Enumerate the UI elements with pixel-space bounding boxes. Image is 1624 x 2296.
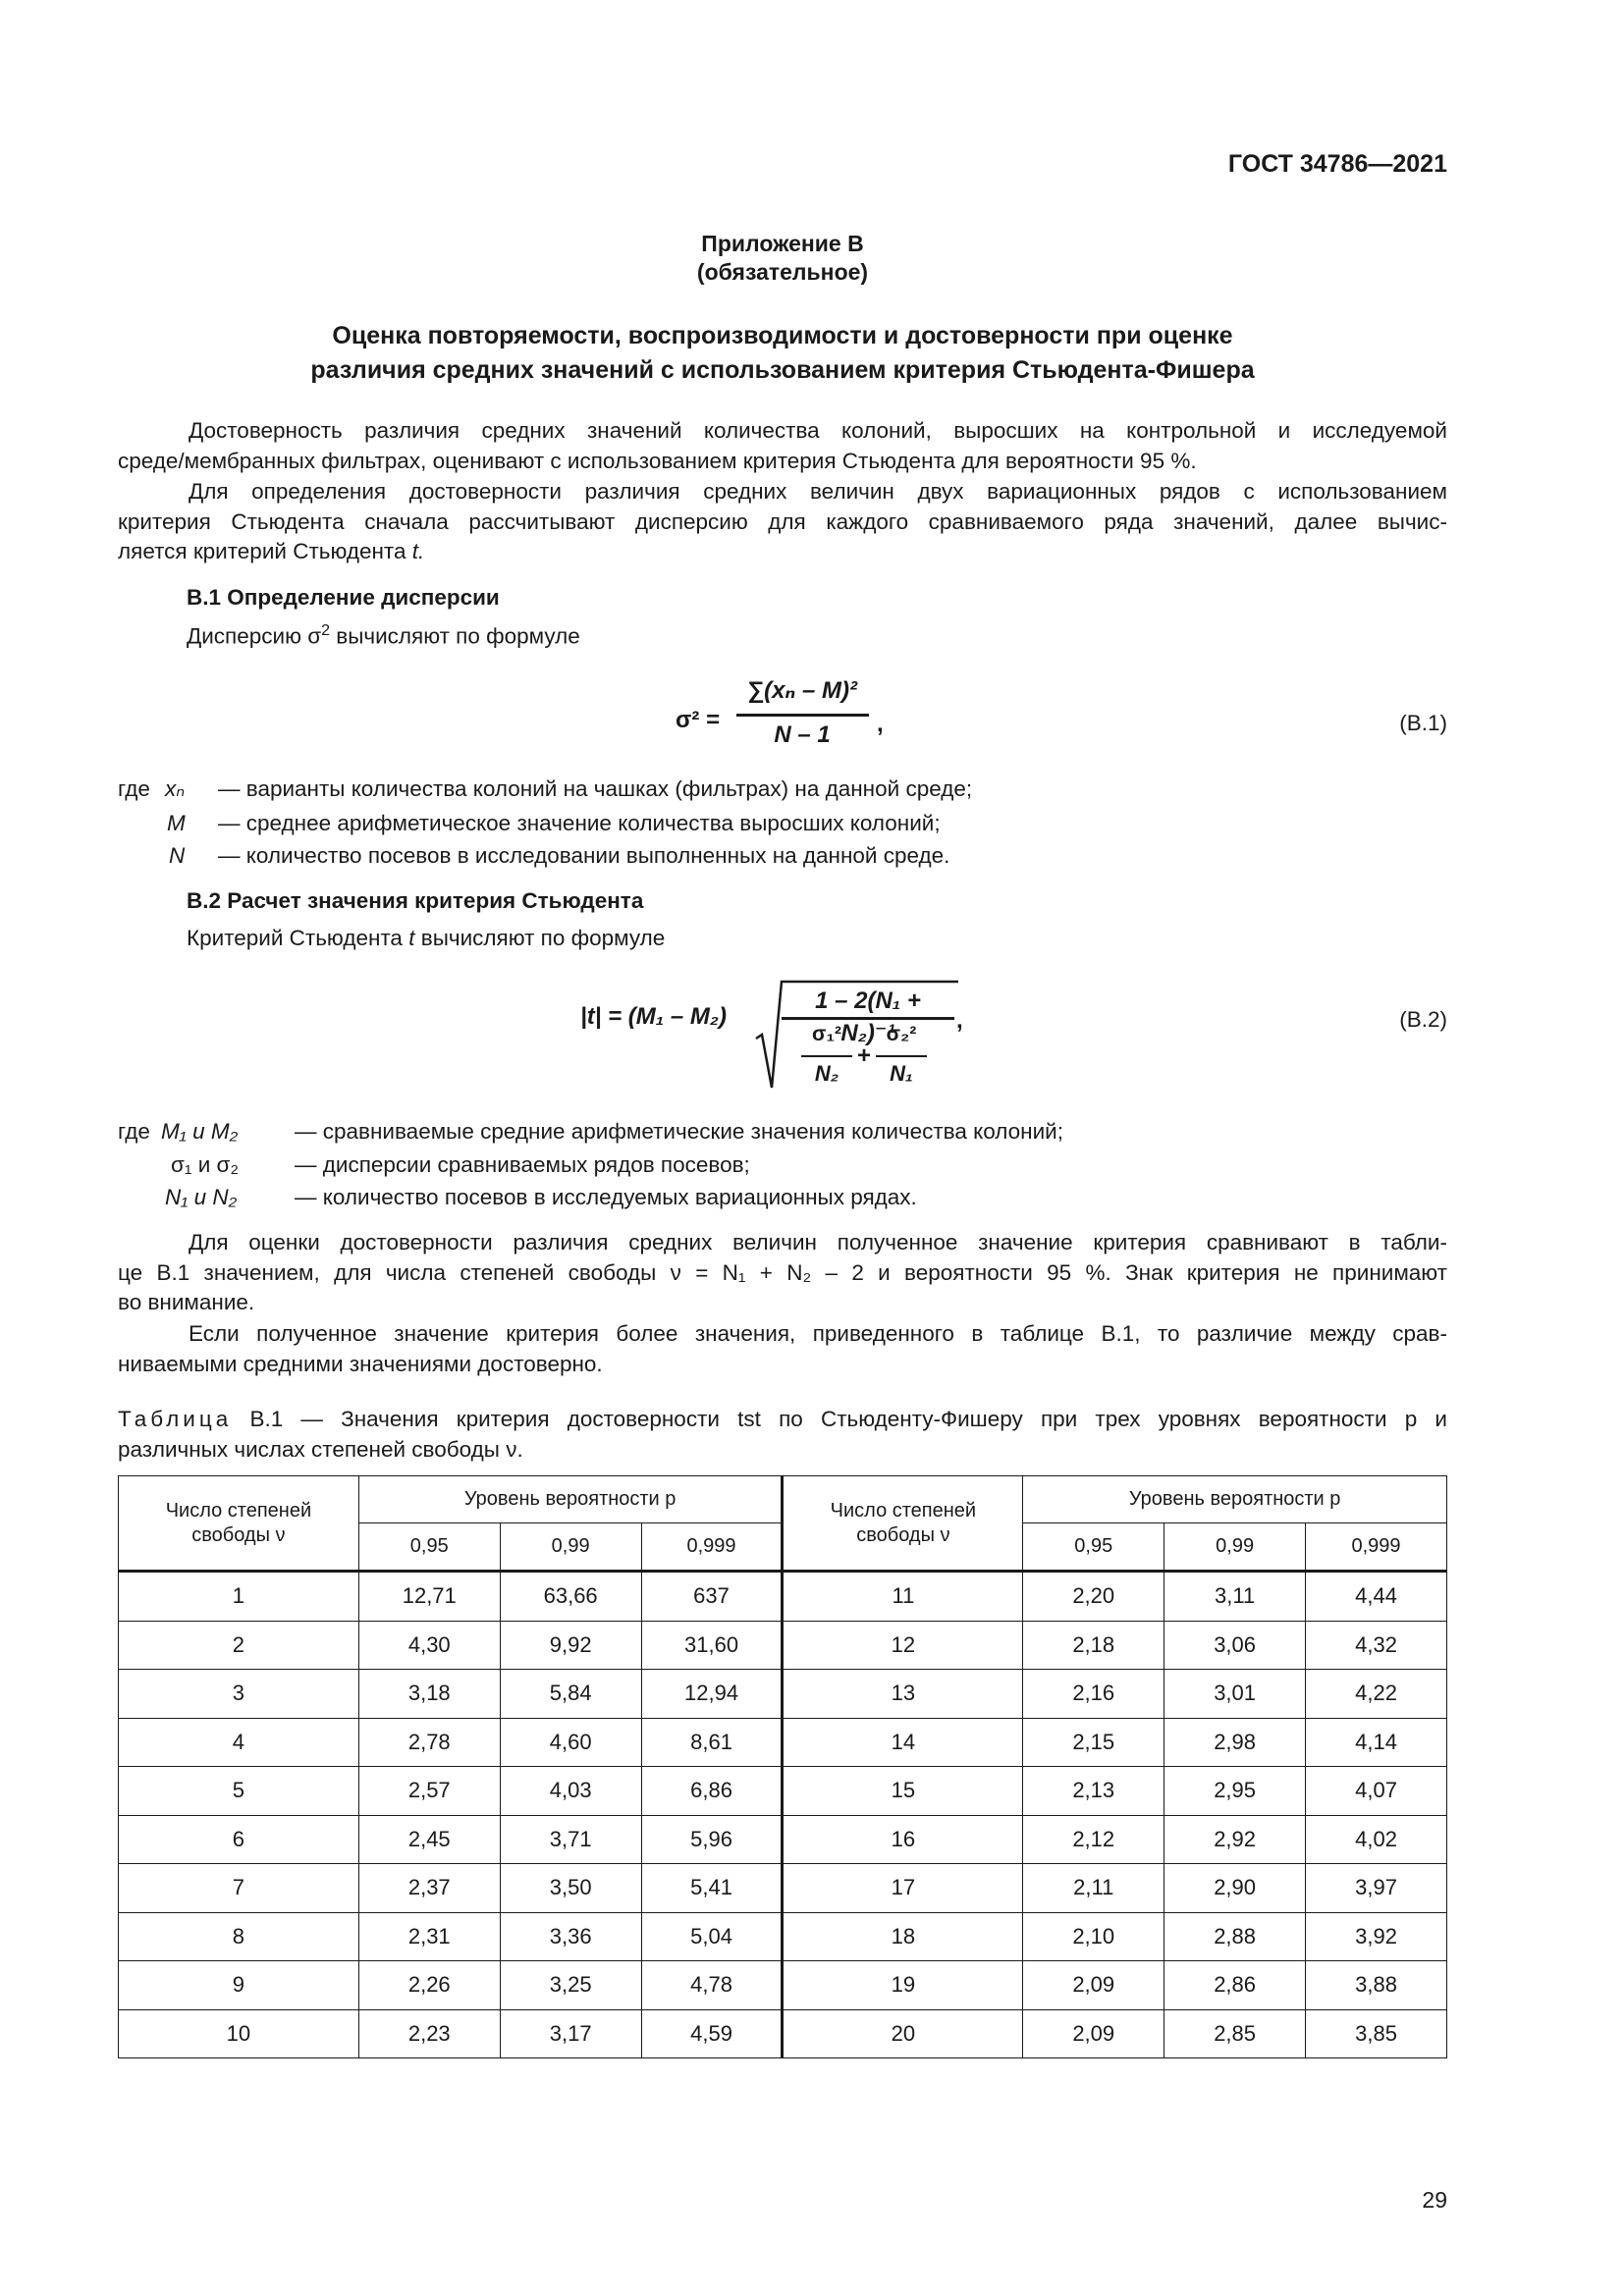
header-dof-right: Число степеней свободы ν: [783, 1476, 1023, 1572]
table-cell: 2,10: [1023, 1912, 1164, 1961]
header-dof-left: Число степеней свободы ν: [119, 1476, 359, 1572]
b1-def-sym-1: xₙ: [165, 776, 186, 801]
table-cell: 7: [119, 1864, 359, 1913]
body-paragraph-1: [118, 1228, 1447, 1318]
b2-where: где: [118, 1119, 150, 1144]
intro-paragraph-2: [118, 477, 1447, 567]
table-caption: [118, 1405, 1447, 1465]
table-cell: 4,60: [500, 1718, 641, 1767]
table-cell: 12,94: [641, 1670, 783, 1719]
table-caption-text: В.1 — Значения критерия достоверности tst по Стьюденту-Фишеру при трех уровнях вероятности p и: [249, 1407, 1447, 1431]
table-cell: 2,31: [358, 1912, 500, 1961]
table-cell: 2,09: [1023, 1961, 1164, 2010]
table-cell: 2,13: [1023, 1767, 1164, 1816]
intro-p2-line1: Для определения достоверности различия средних величин двух вариационных рядов с использованием: [189, 479, 1447, 504]
table-cell: 19: [783, 1961, 1023, 2010]
table-cell: 8: [119, 1912, 359, 1961]
header-level: 0,999: [1306, 1523, 1447, 1572]
appendix-title: [118, 319, 1447, 387]
table-cell: 2,98: [1164, 1718, 1306, 1767]
body-p2-line1: Если полученное значение критерия более значения, приведенного в таблице В.1, то различие между срав-: [189, 1321, 1447, 1346]
table-caption-word: Таблица: [118, 1407, 233, 1431]
table-cell: 4: [119, 1718, 359, 1767]
intro-p2-line3: [118, 537, 1447, 567]
table-cell: 3,06: [1164, 1621, 1306, 1670]
b1-def-sym-3: N: [169, 843, 186, 868]
table-cell: 11: [783, 1572, 1023, 1622]
intro-p2-line3-text: ляется критерий Стьюдента: [118, 539, 406, 564]
b2-def-text-3: — количество посевов в исследуемых вариационных рядах.: [295, 1185, 917, 1209]
table-cell: 2,23: [358, 2009, 500, 2058]
intro-p1-line1: Достоверность различия средних значений количества колоний, выросших на контрольной и исследуемой: [189, 418, 1447, 443]
table-cell: 4,78: [641, 1961, 783, 2010]
table-row: [119, 2009, 1447, 2058]
table-cell: 2,11: [1023, 1864, 1164, 1913]
b2-def-text-2: — дисперсии сравниваемых рядов посевов;: [295, 1152, 750, 1177]
b1-def-text-2: — среднее арифметическое значение количества выросших колоний;: [218, 811, 941, 835]
table-cell: 3,85: [1306, 2009, 1447, 2058]
b1-def-text-3: — количество посевов в исследовании выполненных на данной среде.: [218, 843, 950, 868]
table-cell: 2,37: [358, 1864, 500, 1913]
table-cell: 4,59: [641, 2009, 783, 2058]
table-cell: 3,50: [500, 1864, 641, 1913]
table-row: [119, 1815, 1447, 1864]
table-cell: 3,17: [500, 2009, 641, 2058]
table-cell: 4,14: [1306, 1718, 1447, 1767]
header-level: 0,95: [1023, 1523, 1164, 1572]
table-caption-line2: различных числах степеней свободы ν.: [118, 1436, 523, 1462]
body-p2-line2: ниваемыми средними значениями достоверно.: [118, 1351, 603, 1376]
appendix-title-line2: различия средних значений с использованием критерия Стьюдента-Фишера: [310, 355, 1255, 384]
table-cell: 3,25: [500, 1961, 641, 2010]
table-cell: 63,66: [500, 1572, 641, 1622]
formula-b2-den-b-top: σ₂²: [886, 1023, 917, 1045]
table-row: [119, 1767, 1447, 1816]
formula-b2-den-a-bot: N₂: [814, 1061, 839, 1086]
formula-b1-numerator: ∑(xₙ – M)²: [746, 677, 858, 704]
body-p1-line3: во внимание.: [118, 1290, 255, 1315]
table-cell: 4,22: [1306, 1670, 1447, 1719]
table-cell: 4,03: [500, 1767, 641, 1816]
table-cell: 3,18: [358, 1670, 500, 1719]
table-cell: 2,57: [358, 1767, 500, 1816]
intro-p1-line2: среде/мембранных фильтрах, оценивают с использованием критерия Стьюдента для вероятности 95 %.: [118, 448, 1197, 473]
formula-b2-comma: ,: [956, 1007, 963, 1034]
formula-b1-number: (В.1): [1399, 711, 1447, 735]
table-cell: 5,96: [641, 1815, 783, 1864]
table-cell: 10: [119, 2009, 359, 2058]
formula-b2-plus: +: [856, 1042, 871, 1069]
table-cell: 637: [641, 1572, 783, 1622]
section-b2-intro: [187, 924, 665, 954]
b2-intro-var: t: [408, 926, 415, 950]
table-cell: 14: [783, 1718, 1023, 1767]
table-cell: 2,88: [1164, 1912, 1306, 1961]
table-cell: 3: [119, 1670, 359, 1719]
b1-def-sym-2: M: [167, 811, 186, 835]
table-cell: 2,85: [1164, 2009, 1306, 2058]
b2-def-text-1: — сравниваемые средние арифметические значения количества колоний;: [295, 1119, 1063, 1144]
section-b1-heading: В.1 Определение дисперсии: [187, 585, 500, 610]
table-cell: 5: [119, 1767, 359, 1816]
formula-b2-numerator: 1 – 2(N₁ + N₂)⁻¹: [815, 988, 921, 1046]
table-cell: 4,30: [358, 1621, 500, 1670]
table-row: [119, 1670, 1447, 1719]
document-number: ГОСТ 34786—2021: [1227, 150, 1447, 178]
table-cell: 2,45: [358, 1815, 500, 1864]
table-cell: 3,71: [500, 1815, 641, 1864]
table-cell: 3,36: [500, 1912, 641, 1961]
table-cell: 2,26: [358, 1961, 500, 2010]
b1-intro-text: Дисперсию σ: [187, 623, 322, 649]
table-cell: 4,07: [1306, 1767, 1447, 1816]
formula-b2-lhs: |t| = (M₁ – M₂): [580, 1003, 728, 1030]
table-cell: 3,88: [1306, 1961, 1447, 2010]
table-cell: 2,90: [1164, 1864, 1306, 1913]
page-number: 29: [1422, 2187, 1447, 2213]
table-row: [119, 1864, 1447, 1913]
table-cell: 8,61: [641, 1718, 783, 1767]
table-cell: 5,41: [641, 1864, 783, 1913]
table-row: [119, 1621, 1447, 1670]
table-cell: 18: [783, 1912, 1023, 1961]
section-b2-heading: В.2 Расчет значения критерия Стьюдента: [187, 888, 644, 913]
formula-b1-denominator: N – 1: [774, 721, 831, 748]
table-cell: 12: [783, 1621, 1023, 1670]
b1-intro-after: вычисляют по формуле: [330, 623, 580, 649]
b1-intro-sup: 2: [321, 622, 331, 639]
formula-b2-number: (В.2): [1399, 1007, 1447, 1032]
b2-def-sym-1: M₁ и M₂: [161, 1119, 239, 1144]
table-cell: 3,97: [1306, 1864, 1447, 1913]
formula-b1-fraction-bar: [736, 714, 869, 717]
appendix-name: Приложение В: [701, 231, 864, 256]
table-cell: 4,44: [1306, 1572, 1447, 1622]
table-cell: 2,86: [1164, 1961, 1306, 2010]
table-cell: 9,92: [500, 1621, 641, 1670]
table-cell: 2,18: [1023, 1621, 1164, 1670]
table-cell: 4,32: [1306, 1621, 1447, 1670]
table-cell: 13: [783, 1670, 1023, 1719]
table-row: [119, 1572, 1447, 1622]
intro-p2-line3-var: t.: [411, 539, 425, 564]
table-cell: 2,20: [1023, 1572, 1164, 1622]
header-level: 0,95: [358, 1523, 500, 1572]
table-cell: 17: [783, 1864, 1023, 1913]
student-fisher-table: [118, 1475, 1447, 2058]
table-cell: 2,95: [1164, 1767, 1306, 1816]
table-cell: 2,15: [1023, 1718, 1164, 1767]
b1-where: где: [118, 776, 150, 801]
table-cell: 2,92: [1164, 1815, 1306, 1864]
table-cell: 20: [783, 2009, 1023, 2058]
table-row: [119, 1961, 1447, 2010]
intro-p2-line2: критерия Стьюдента сначала рассчитывают дисперсию для каждого сравниваемого ряда значений, далее вычис-: [118, 508, 1447, 534]
body-p1-line2: це В.1 значением, для числа степеней свободы ν = N₁ + N₂ – 2 и вероятности 95 %. Знак критерия не принимают: [118, 1259, 1447, 1285]
table-cell: 2,78: [358, 1718, 500, 1767]
table-cell: 3,01: [1164, 1670, 1306, 1719]
appendix-title-line1: Оценка повторяемости, воспроизводимости и достоверности при оценке: [332, 322, 1233, 349]
table-cell: 6: [119, 1815, 359, 1864]
table-cell: 12,71: [358, 1572, 500, 1622]
b1-def-text-1: — варианты количества колоний на чашках (фильтрах) на данной среде;: [218, 776, 973, 801]
header-prob-left: Уровень вероятности p: [358, 1476, 783, 1523]
table-row: [119, 1912, 1447, 1961]
table-cell: 2,09: [1023, 2009, 1164, 2058]
header-level: 0,99: [500, 1523, 641, 1572]
appendix-status: (обязательное): [696, 259, 869, 285]
table-cell: 31,60: [641, 1621, 783, 1670]
formula-b2-den-a-top: σ₁²: [811, 1023, 842, 1045]
table-cell: 3,11: [1164, 1572, 1306, 1622]
body-paragraph-2: [118, 1319, 1447, 1379]
table-cell: 5,04: [641, 1912, 783, 1961]
header-prob-right: Уровень вероятности p: [1023, 1476, 1447, 1523]
formula-b2-den-b-bar: [876, 1055, 927, 1057]
table-cell: 9: [119, 1961, 359, 2010]
b2-def-sym-3: N₁ и N₂: [165, 1185, 238, 1209]
b2-def-sym-2: σ₁ и σ₂: [171, 1152, 240, 1177]
table-cell: 3,92: [1306, 1912, 1447, 1961]
section-b1-intro: [187, 620, 580, 652]
b2-intro-after: вычисляют по формуле: [420, 926, 666, 950]
table-cell: 5,84: [500, 1670, 641, 1719]
b2-intro-text: Критерий Стьюдента: [187, 926, 403, 950]
formula-b1-lhs: σ² =: [676, 707, 721, 733]
formula-b2-den-b-bot: N₁: [890, 1061, 913, 1086]
formula-b2-main-bar: [782, 1017, 954, 1020]
table-cell: 2,12: [1023, 1815, 1164, 1864]
table-cell: 15: [783, 1767, 1023, 1816]
intro-paragraph-1: [118, 416, 1447, 476]
formula-b2-den-a-bar: [801, 1055, 852, 1057]
body-p1-line1: Для оценки достоверности различия средних величин полученное значение критерия сравнивают в табли-: [189, 1230, 1447, 1255]
formula-b1-comma: ,: [877, 711, 884, 737]
table-cell: 16: [783, 1815, 1023, 1864]
header-level: 0,999: [641, 1523, 783, 1572]
table-cell: 1: [119, 1572, 359, 1622]
table-row: [119, 1718, 1447, 1767]
table-cell: 2: [119, 1621, 359, 1670]
table-cell: 6,86: [641, 1767, 783, 1816]
table-cell: 4,02: [1306, 1815, 1447, 1864]
header-level: 0,99: [1164, 1523, 1306, 1572]
table-cell: 2,16: [1023, 1670, 1164, 1719]
table-caption-line1: [118, 1405, 1447, 1435]
